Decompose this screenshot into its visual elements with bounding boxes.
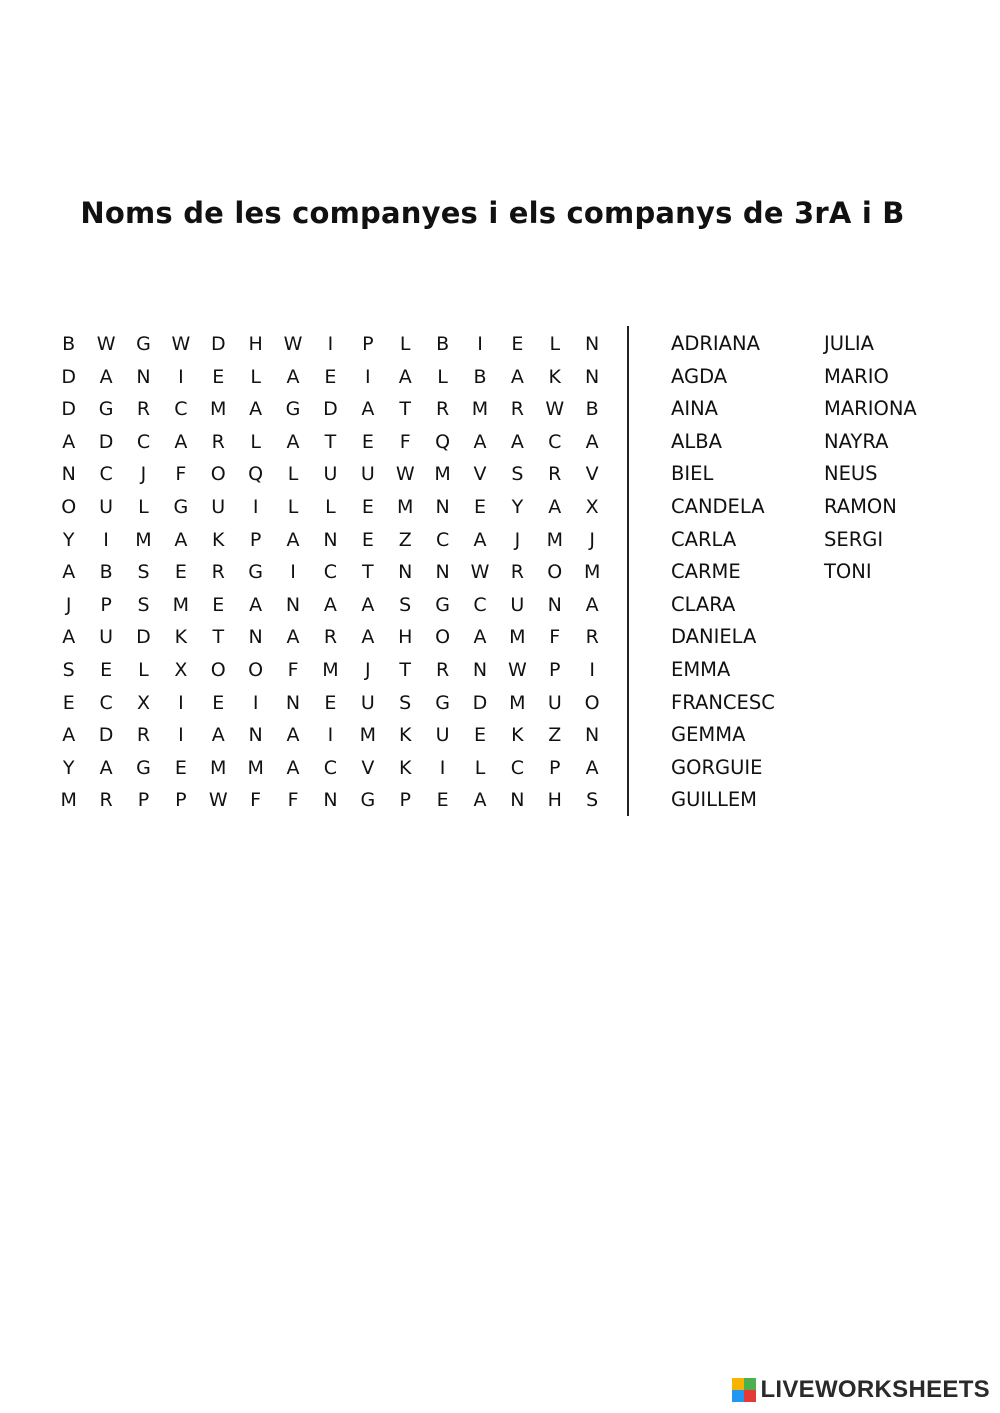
word-list-item: MARIONA (824, 397, 917, 421)
grid-letter[interactable]: N (248, 724, 263, 747)
grid-letter[interactable]: F (175, 463, 187, 486)
grid-letter[interactable]: C (174, 398, 188, 421)
grid-letter[interactable]: V (361, 756, 375, 779)
grid-letter[interactable]: M (509, 691, 526, 714)
word-list-item: SERGI (824, 527, 884, 551)
grid-letter[interactable]: F (549, 626, 561, 649)
grid-letter[interactable]: F (287, 789, 299, 812)
word-list-item: CARME (671, 560, 741, 584)
grid-letter[interactable]: B (473, 365, 487, 388)
grid-letter[interactable]: L (138, 495, 149, 518)
grid-letter[interactable]: M (172, 593, 190, 616)
word-list-item: JULIA (824, 332, 874, 355)
grid-letter[interactable]: D (98, 430, 114, 453)
grid-letter[interactable]: M (60, 789, 77, 812)
grid-letter[interactable]: O (248, 658, 264, 681)
grid-letter[interactable]: A (62, 430, 76, 453)
grid-letter[interactable]: U (510, 593, 525, 616)
grid-letter[interactable]: C (323, 756, 338, 779)
word-list-item: AINA (671, 397, 719, 421)
grid-letter[interactable]: N (398, 561, 413, 584)
grid-letter[interactable]: P (549, 658, 561, 681)
grid-letter[interactable]: R (211, 430, 225, 453)
grid-letter[interactable]: N (248, 626, 263, 649)
word-list-item: NEUS (824, 462, 878, 486)
grid-letter[interactable]: G (248, 561, 264, 584)
grid-letter[interactable]: W (171, 333, 191, 355)
grid-letter[interactable]: I (327, 724, 334, 747)
grid-letter[interactable]: G (285, 398, 301, 421)
word-list-item: TONI (824, 560, 872, 584)
grid-letter[interactable]: T (399, 658, 412, 681)
grid-letter[interactable]: N (435, 561, 450, 584)
grid-letter[interactable]: E (361, 528, 374, 551)
grid-letter[interactable]: I (178, 724, 184, 747)
grid-letter[interactable]: A (286, 724, 300, 747)
grid-letter[interactable]: R (436, 398, 450, 421)
grid-letter[interactable]: W (545, 398, 565, 421)
grid-letter[interactable]: F (250, 789, 262, 812)
grid-letter[interactable]: G (435, 691, 450, 714)
grid-letter[interactable]: I (290, 561, 296, 584)
grid-letter[interactable]: A (174, 430, 188, 453)
grid-letter[interactable]: A (174, 528, 188, 551)
grid-letter[interactable]: L (325, 495, 336, 518)
grid-letter[interactable]: S (62, 658, 75, 681)
grid-letter[interactable]: N (472, 658, 488, 681)
grid-letter[interactable]: T (362, 561, 374, 584)
word-list-item: ALBA (671, 429, 722, 453)
grid-letter[interactable]: W (395, 463, 415, 486)
grid-letter[interactable]: C (136, 430, 151, 453)
grid-letter[interactable]: G (173, 495, 189, 518)
grid-letter[interactable]: M (397, 495, 414, 518)
grid-letter[interactable]: L (549, 333, 561, 355)
grid-letter[interactable]: B (585, 398, 599, 421)
grid-letter[interactable]: X (174, 658, 188, 681)
grid-letter[interactable]: E (324, 691, 337, 714)
grid-letter[interactable]: B (62, 333, 76, 355)
grid-letter[interactable]: E (174, 756, 187, 779)
grid-letter[interactable]: L (287, 463, 299, 486)
grid-letter[interactable]: M (247, 756, 264, 779)
grid-letter[interactable]: E (436, 789, 449, 812)
grid-letter[interactable]: S (137, 561, 150, 584)
word-list-item: CARLA (671, 527, 737, 551)
grid-letter[interactable]: G (136, 756, 151, 779)
grid-letter[interactable]: I (589, 658, 595, 681)
grid-letter[interactable]: G (435, 593, 450, 616)
worksheet-title: Noms de les companyes i els companys de 3rA i B (80, 196, 905, 230)
grid-letter[interactable]: L (250, 430, 261, 453)
grid-letter[interactable]: J (514, 528, 521, 551)
grid-letter[interactable]: A (323, 593, 337, 616)
grid-letter[interactable]: L (138, 658, 149, 681)
grid-letter[interactable]: J (140, 463, 147, 486)
grid-letter[interactable]: R (136, 398, 151, 421)
grid-letter[interactable]: M (210, 756, 227, 779)
grid-letter[interactable]: E (473, 495, 486, 518)
grid-letter[interactable]: P (175, 789, 187, 812)
grid-letter[interactable]: O (210, 463, 226, 486)
grid-letter[interactable]: P (137, 789, 150, 812)
grid-letter[interactable]: R (548, 463, 562, 486)
grid-letter[interactable]: I (327, 333, 334, 355)
word-list-item: DANIELA (671, 625, 757, 649)
word-list-column-1 (671, 328, 775, 817)
grid-letter[interactable]: S (399, 691, 412, 714)
grid-letter[interactable]: S (137, 593, 150, 616)
grid-letter[interactable]: W (96, 333, 116, 355)
grid-letter[interactable]: D (136, 626, 151, 649)
grid-letter[interactable]: A (398, 365, 412, 388)
grid-letter[interactable]: U (360, 691, 375, 714)
grid-letter[interactable]: C (99, 463, 113, 486)
grid-letter[interactable]: N (510, 789, 525, 812)
grid-letter[interactable]: N (585, 365, 600, 388)
grid-letter[interactable]: A (286, 626, 300, 649)
grid-letter[interactable]: O (210, 658, 226, 681)
grid-letter[interactable]: L (399, 333, 411, 355)
grid-letter[interactable]: N (285, 593, 301, 616)
grid-letter[interactable]: A (249, 593, 263, 616)
word-list-item: EMMA (671, 657, 731, 681)
grid-letter[interactable]: D (61, 398, 77, 421)
grid-letter[interactable]: F (399, 430, 411, 453)
grid-letter[interactable]: M (471, 398, 489, 421)
grid-letter[interactable]: I (252, 495, 259, 518)
grid-letter[interactable]: U (435, 724, 450, 747)
grid-letter[interactable]: R (136, 724, 151, 747)
grid-letter[interactable]: R (585, 626, 599, 649)
grid-letter[interactable]: A (548, 495, 562, 518)
grid-letter[interactable]: M (135, 528, 152, 551)
grid-letter[interactable]: I (477, 333, 483, 355)
grid-letter[interactable]: I (178, 365, 184, 388)
grid-letter[interactable]: A (286, 430, 300, 453)
word-list-item: MARIO (824, 364, 889, 388)
grid-letter[interactable]: D (472, 691, 488, 714)
grid-letter[interactable]: C (99, 691, 113, 714)
grid-letter[interactable]: P (362, 333, 374, 355)
grid-letter[interactable]: M (546, 528, 563, 551)
grid-letter[interactable]: W (507, 658, 527, 681)
grid-letter[interactable]: T (324, 430, 337, 453)
grid-letter[interactable]: A (473, 789, 487, 812)
grid-letter[interactable]: A (473, 528, 487, 551)
grid-letter[interactable]: R (323, 626, 338, 649)
grid-letter[interactable]: D (323, 398, 338, 421)
grid-letter[interactable]: N (285, 691, 301, 714)
grid-letter[interactable]: P (249, 528, 262, 551)
grid-letter[interactable]: X (136, 691, 150, 714)
grid-letter[interactable]: X (585, 495, 599, 518)
grid-letter[interactable]: E (361, 495, 374, 518)
grid-letter[interactable]: A (585, 430, 599, 453)
grid-letter[interactable]: T (212, 626, 225, 649)
grid-letter[interactable]: G (360, 789, 376, 812)
grid-letter[interactable]: A (286, 365, 300, 388)
grid-letter[interactable]: N (435, 495, 450, 518)
grid-letter[interactable]: S (586, 789, 599, 812)
grid-letter[interactable]: Y (62, 528, 75, 551)
grid-letter[interactable]: I (178, 691, 184, 714)
grid-letter[interactable]: H (248, 333, 263, 355)
word-list-item: NAYRA (824, 429, 889, 453)
grid-letter[interactable]: M (322, 658, 339, 681)
liveworksheets-logo (732, 1376, 990, 1404)
grid-letter[interactable]: Y (62, 756, 75, 779)
grid-letter[interactable]: I (252, 691, 259, 714)
grid-letter[interactable]: A (473, 626, 487, 649)
grid-letter[interactable]: K (548, 365, 561, 388)
grid-letter[interactable]: E (473, 724, 486, 747)
grid-letter[interactable]: H (547, 789, 562, 812)
grid-letter[interactable]: M (359, 724, 377, 747)
grid-letter[interactable]: L (287, 495, 299, 518)
grid-letter[interactable]: B (99, 561, 113, 584)
grid-letter[interactable]: A (361, 593, 375, 616)
grid-letter[interactable]: M (583, 561, 601, 584)
grid-letter[interactable]: G (136, 333, 151, 355)
word-list-item: GORGUIE (671, 755, 763, 779)
grid-letter[interactable]: S (399, 593, 412, 616)
word-list-column-2 (824, 328, 917, 589)
grid-letter[interactable]: V (473, 463, 487, 486)
grid-letter[interactable]: U (547, 691, 562, 714)
grid-letter[interactable]: I (103, 528, 109, 551)
word-list-item: ADRIANA (671, 332, 760, 355)
grid-letter[interactable]: N (547, 593, 562, 616)
grid-letter[interactable]: I (439, 756, 446, 779)
logo-square (732, 1390, 744, 1402)
grid-letter[interactable]: R (510, 398, 524, 421)
grid-letter[interactable]: L (474, 756, 486, 779)
grid-letter[interactable]: R (211, 561, 225, 584)
grid-letter[interactable]: E (100, 658, 113, 681)
grid-letter[interactable]: L (250, 365, 261, 388)
grid-letter[interactable]: E (361, 430, 374, 453)
grid-letter[interactable]: D (210, 333, 226, 355)
word-list-item: GEMMA (671, 723, 746, 747)
grid-letter[interactable]: K (174, 626, 188, 649)
grid-letter[interactable]: N (585, 724, 600, 747)
grid-letter[interactable]: K (212, 528, 225, 551)
grid-letter[interactable]: A (585, 756, 599, 779)
grid-letter[interactable]: H (398, 626, 413, 649)
grid-letter[interactable]: A (62, 626, 76, 649)
grid-letter[interactable]: N (61, 463, 76, 486)
grid-letter[interactable]: C (473, 593, 487, 616)
logo-square (744, 1378, 756, 1390)
grid-letter[interactable]: P (549, 756, 561, 779)
grid-letter[interactable]: J (65, 593, 72, 616)
grid-letter[interactable]: A (361, 626, 375, 649)
grid-letter[interactable]: R (436, 658, 450, 681)
grid-letter[interactable]: S (511, 463, 524, 486)
grid-letter[interactable]: P (399, 789, 411, 812)
grid-letter[interactable]: U (360, 463, 375, 486)
grid-letter[interactable]: N (136, 365, 151, 388)
word-search-grid[interactable] (50, 328, 611, 817)
grid-letter[interactable]: C (548, 430, 562, 453)
grid-letter[interactable]: R (510, 561, 524, 584)
grid-letter[interactable]: W (470, 561, 490, 584)
grid-letter[interactable]: E (212, 365, 225, 388)
grid-divider (627, 326, 629, 816)
grid-letter[interactable]: E (212, 593, 225, 616)
grid-letter[interactable]: A (510, 430, 524, 453)
grid-letter[interactable]: U (323, 463, 338, 486)
grid-letter[interactable]: A (585, 593, 599, 616)
grid-letter[interactable]: E (212, 691, 225, 714)
grid-letter[interactable]: A (62, 724, 76, 747)
grid-letter[interactable]: N (323, 789, 338, 812)
grid-letter[interactable]: N (585, 333, 600, 355)
grid-letter[interactable]: I (365, 365, 371, 388)
grid-letter[interactable]: A (286, 756, 300, 779)
grid-letter[interactable]: E (511, 333, 524, 355)
grid-letter[interactable]: W (208, 789, 228, 812)
grid-letter[interactable]: A (286, 528, 300, 551)
grid-letter[interactable]: U (99, 495, 114, 518)
logo-square (732, 1378, 744, 1390)
grid-letter[interactable]: Q (248, 463, 264, 486)
grid-letter[interactable]: P (100, 593, 112, 616)
grid-letter[interactable]: A (361, 398, 375, 421)
grid-letter[interactable]: U (211, 495, 226, 518)
grid-letter[interactable]: Q (435, 430, 451, 453)
word-list-item: AGDA (671, 364, 728, 388)
grid-letter[interactable]: C (510, 756, 525, 779)
grid-letter[interactable]: D (98, 724, 114, 747)
grid-letter[interactable]: E (174, 561, 187, 584)
word-list-item: CANDELA (671, 494, 765, 518)
grid-letter[interactable]: F (287, 658, 299, 681)
grid-letter[interactable]: G (98, 398, 114, 421)
grid-letter[interactable]: L (437, 365, 448, 388)
grid-letter[interactable]: K (398, 724, 412, 747)
grid-letter[interactable]: R (99, 789, 113, 812)
grid-letter[interactable]: J (589, 528, 595, 551)
grid-letter[interactable]: U (99, 626, 114, 649)
word-list-item: GUILLEM (671, 788, 758, 812)
grid-letter[interactable]: N (323, 528, 338, 551)
grid-letter[interactable]: O (584, 691, 600, 714)
grid-letter[interactable]: C (435, 528, 450, 551)
grid-letter[interactable]: B (436, 333, 450, 355)
grid-letter[interactable]: A (473, 430, 487, 453)
grid-letter[interactable]: J (365, 658, 371, 681)
grid-letter[interactable]: O (61, 495, 77, 518)
word-list-item: CLARA (671, 592, 736, 616)
grid-letter[interactable]: C (323, 561, 338, 584)
grid-letter[interactable]: E (324, 365, 337, 388)
grid-letter[interactable]: W (283, 333, 303, 355)
grid-letter[interactable]: E (62, 691, 75, 714)
grid-letter[interactable]: O (547, 561, 563, 584)
grid-letter[interactable]: A (249, 398, 263, 421)
logo-square (744, 1390, 756, 1402)
grid-letter[interactable]: A (99, 365, 113, 388)
grid-letter[interactable]: Y (511, 495, 524, 518)
grid-letter[interactable]: T (399, 398, 412, 421)
word-list-item: RAMON (824, 494, 897, 518)
grid-letter[interactable]: V (585, 463, 599, 486)
liveworksheets-logo-icon (732, 1378, 756, 1402)
grid-letter[interactable]: K (398, 756, 412, 779)
grid-letter[interactable]: A (510, 365, 524, 388)
grid-letter[interactable]: M (210, 398, 227, 421)
grid-letter[interactable]: M (434, 463, 451, 486)
grid-letter[interactable]: Z (398, 528, 412, 551)
word-list-item: BIEL (671, 462, 714, 486)
word-list-item: FRANCESC (671, 690, 775, 714)
grid-letter[interactable]: A (62, 561, 76, 584)
grid-letter[interactable]: D (61, 365, 77, 388)
grid-letter[interactable]: A (99, 756, 113, 779)
liveworksheets-logo-text: LIVEWORKSHEETS (760, 1376, 990, 1403)
grid-letter[interactable]: O (435, 626, 451, 649)
grid-letter[interactable]: A (211, 724, 225, 747)
grid-letter[interactable]: K (511, 724, 524, 747)
grid-letter[interactable]: Z (548, 724, 562, 747)
grid-letter[interactable]: M (509, 626, 526, 649)
